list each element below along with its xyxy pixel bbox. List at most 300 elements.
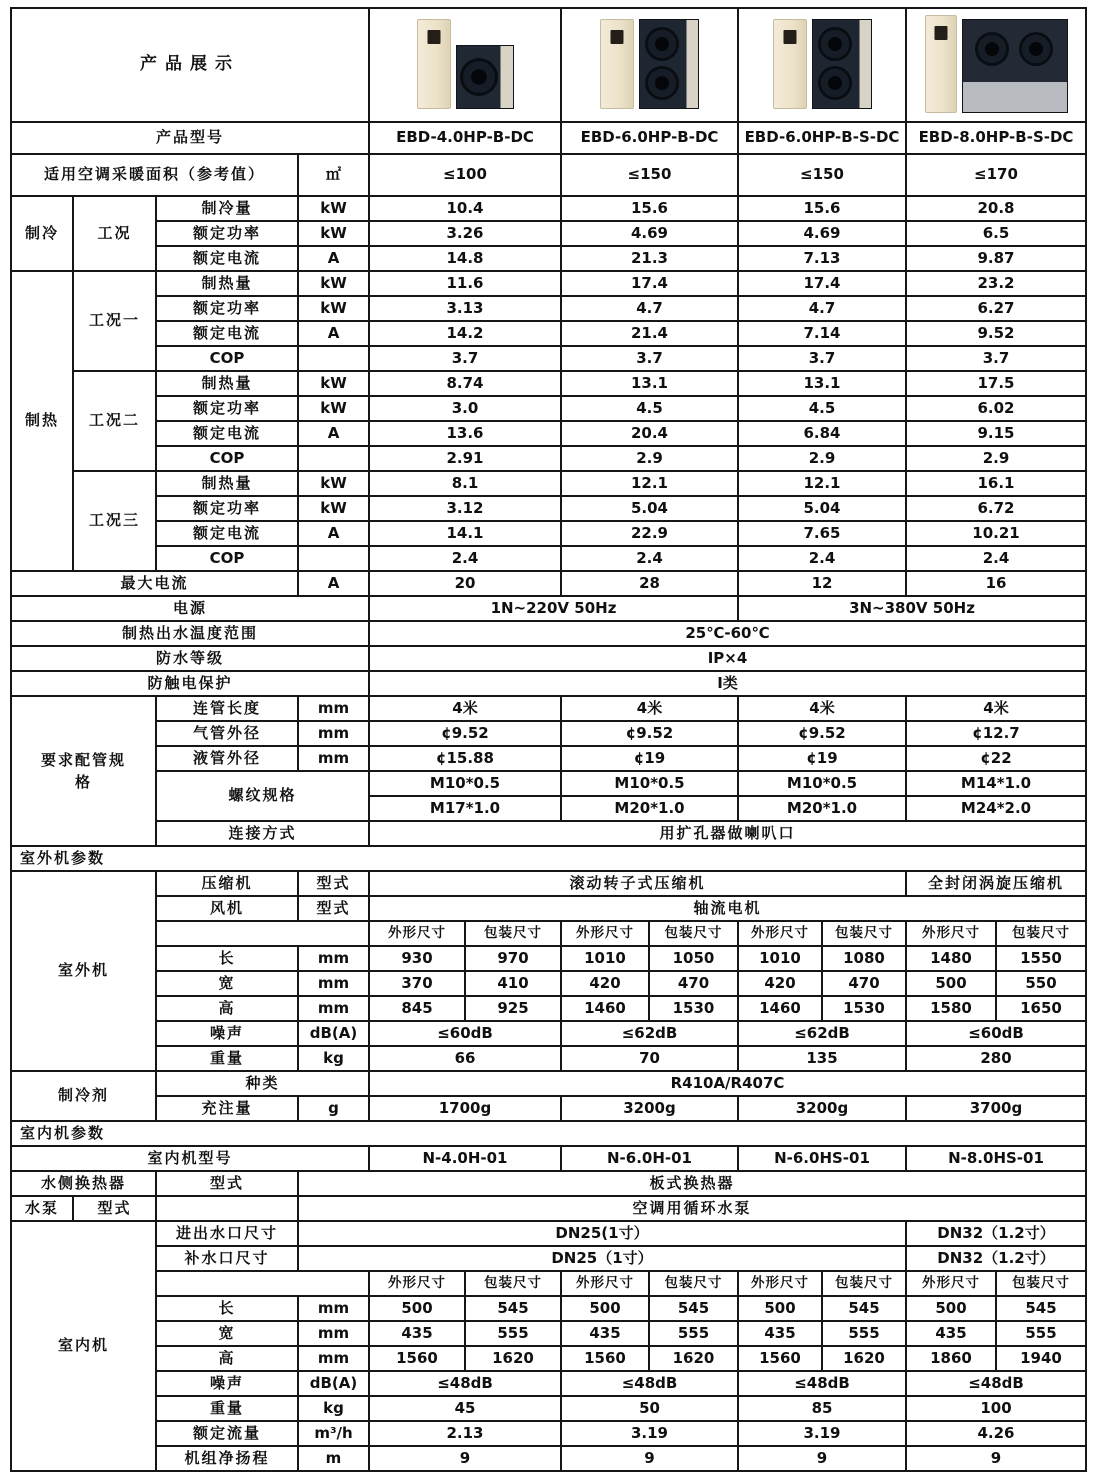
unit-label: mm — [298, 946, 369, 971]
indoor-model-4: N-8.0HS-01 — [906, 1146, 1086, 1171]
unit-label: kW — [298, 271, 369, 296]
spec-value: M10*0.5 — [738, 771, 906, 796]
spec-label: 额定功率 — [156, 396, 298, 421]
spec-label: 额定功率 — [156, 221, 298, 246]
spec-value: 1530 — [822, 996, 906, 1021]
indoor-model-1: N-4.0H-01 — [369, 1146, 561, 1171]
spec-value: 3200g — [561, 1096, 738, 1121]
spec-value: 10.4 — [369, 196, 561, 221]
unit-label: mm — [298, 1346, 369, 1371]
unit-label: kW — [298, 471, 369, 496]
fan-icon — [1019, 32, 1053, 66]
dim-header: 外形尺寸 — [906, 921, 996, 946]
spec-value: 970 — [465, 946, 561, 971]
makeup-size-label: 补水口尺寸 — [156, 1246, 298, 1271]
spec-value: 2.13 — [369, 1421, 561, 1446]
heating-row — [11, 546, 1086, 571]
spec-value: 12.1 — [561, 471, 738, 496]
heating-row — [11, 321, 1086, 346]
spec-value: 4米 — [561, 696, 738, 721]
spec-label: 额定功率 — [156, 496, 298, 521]
spec-value: M17*1.0 — [369, 796, 561, 821]
indoor-section-title: 室内机参数 — [11, 1121, 1086, 1146]
water-temp-row — [11, 621, 1086, 646]
spec-value: 545 — [649, 1296, 738, 1321]
piping-row — [11, 721, 1086, 746]
product-photo-4hp — [372, 16, 558, 114]
spec-value: ≤48dB — [906, 1371, 1086, 1396]
spec-value: 4米 — [738, 696, 906, 721]
spec-value: 4.7 — [738, 296, 906, 321]
spec-value: 1700g — [369, 1096, 561, 1121]
dim-header: 外形尺寸 — [369, 921, 465, 946]
spec-value: 2.4 — [906, 546, 1086, 571]
spec-value: ≤170 — [906, 154, 1086, 196]
spec-value: 420 — [738, 971, 822, 996]
max-current-row — [11, 571, 1086, 596]
spec-value: 2.9 — [738, 446, 906, 471]
product-model-3: EBD-6.0HP-B-S-DC — [738, 122, 906, 154]
spec-label: 气管外径 — [156, 721, 298, 746]
unit-label: A — [298, 321, 369, 346]
product-photo-8hp-s — [909, 12, 1083, 118]
fan-icon — [460, 58, 498, 96]
power-supply-380v: 3N~380V 50Hz — [738, 596, 1086, 621]
indoor-row — [11, 1246, 1086, 1271]
spec-value: 3.7 — [906, 346, 1086, 371]
indoor-model-3: N-6.0HS-01 — [738, 1146, 906, 1171]
spec-value: 1580 — [906, 996, 996, 1021]
spec-value: 845 — [369, 996, 465, 1021]
heating-row — [11, 296, 1086, 321]
indoor-model-row — [11, 1146, 1086, 1171]
waterproof-value: IP×4 — [369, 646, 1086, 671]
product-image-cell-1 — [369, 8, 561, 122]
spec-value: 4.7 — [561, 296, 738, 321]
spec-value: 21.3 — [561, 246, 738, 271]
heating-condition-3-label: 工况三 — [73, 471, 156, 571]
heating-row — [11, 346, 1086, 371]
spec-value: ¢9.52 — [369, 721, 561, 746]
outdoor-row — [11, 871, 1086, 896]
cooling-condition-label: 工况 — [73, 196, 156, 271]
spec-value: 410 — [465, 971, 561, 996]
heating-row — [11, 446, 1086, 471]
fan-icon — [975, 32, 1009, 66]
power-supply-220v: 1N~220V 50Hz — [369, 596, 738, 621]
spec-label: COP — [156, 446, 298, 471]
unit-label: A — [298, 521, 369, 546]
unit-label: kW — [298, 496, 369, 521]
piping-group-text: 要求配管规格 — [40, 750, 126, 791]
spec-value: 9.87 — [906, 246, 1086, 271]
unit-label: mm — [298, 996, 369, 1021]
spec-value: 3.7 — [738, 346, 906, 371]
spec-value: 500 — [561, 1296, 649, 1321]
spec-label: 制热量 — [156, 271, 298, 296]
spec-label: 制热量 — [156, 471, 298, 496]
refrigerant-kind-value: R410A/R407C — [369, 1071, 1086, 1096]
pump-row — [11, 1196, 1086, 1221]
spec-label: 噪声 — [156, 1021, 298, 1046]
spec-value: 6.72 — [906, 496, 1086, 521]
thread-spec-row — [11, 771, 1086, 796]
spec-label: 机组净扬程 — [156, 1446, 298, 1471]
unit-label: mm — [298, 1321, 369, 1346]
spec-value: 3.26 — [369, 221, 561, 246]
unit-label: kg — [298, 1046, 369, 1071]
spec-value: 100 — [906, 1396, 1086, 1421]
makeup-size-value: DN25（1寸） — [298, 1246, 906, 1271]
unit-label: kW — [298, 221, 369, 246]
outdoor-group-label: 室外机 — [11, 871, 156, 1071]
spec-value: 555 — [822, 1321, 906, 1346]
spec-value: 3.7 — [561, 346, 738, 371]
heating-condition-2-label: 工况二 — [73, 371, 156, 471]
dim-header: 包装尺寸 — [649, 921, 738, 946]
water-temp-label: 制热出水温度范围 — [11, 621, 369, 646]
makeup-size-value-large: DN32（1.2寸） — [906, 1246, 1086, 1271]
spec-value: 20.4 — [561, 421, 738, 446]
piping-group-label — [11, 696, 156, 846]
spec-value: 3.13 — [369, 296, 561, 321]
dim-header: 包装尺寸 — [996, 921, 1086, 946]
outdoor-section-title: 室外机参数 — [11, 846, 1086, 871]
spec-value: 1560 — [738, 1346, 822, 1371]
spec-value: 8.1 — [369, 471, 561, 496]
indoor-dim-row — [11, 1346, 1086, 1371]
pump-value: 空调用循环水泵 — [298, 1196, 1086, 1221]
spec-value: 7.13 — [738, 246, 906, 271]
inlet-size-value: DN25(1寸） — [298, 1221, 906, 1246]
fan-icon — [818, 66, 852, 100]
spec-value: 555 — [649, 1321, 738, 1346]
product-model-label: 产品型号 — [11, 122, 369, 154]
spec-value: 470 — [822, 971, 906, 996]
thread-spec-label: 螺纹规格 — [156, 771, 369, 821]
dim-header: 包装尺寸 — [822, 1271, 906, 1296]
product-photo-6hp-s — [741, 16, 903, 114]
outdoor-section-row — [11, 846, 1086, 871]
spec-value: 1620 — [649, 1346, 738, 1371]
indoor-model-label: 室内机型号 — [11, 1146, 369, 1171]
spec-value: 3.7 — [369, 346, 561, 371]
spec-value: 1010 — [561, 946, 649, 971]
empty-cell — [156, 921, 369, 946]
spec-value: 545 — [822, 1296, 906, 1321]
spec-value: 14.8 — [369, 246, 561, 271]
spec-value: 17.5 — [906, 371, 1086, 396]
spec-value: 435 — [906, 1321, 996, 1346]
spec-label: 长 — [156, 946, 298, 971]
spec-value: 370 — [369, 971, 465, 996]
outdoor-dim-header-row — [11, 921, 1086, 946]
spec-value: 7.14 — [738, 321, 906, 346]
charge-label: 充注量 — [156, 1096, 298, 1121]
fan-label: 风机 — [156, 896, 298, 921]
spec-value: 1550 — [996, 946, 1086, 971]
heating-row — [11, 496, 1086, 521]
spec-value: 1080 — [822, 946, 906, 971]
spec-value: 4.69 — [561, 221, 738, 246]
spec-value: 925 — [465, 996, 561, 1021]
outdoor-row — [11, 896, 1086, 921]
type-label: 型式 — [73, 1196, 156, 1221]
spec-value: 2.4 — [369, 546, 561, 571]
product-photo-6hp — [564, 16, 735, 114]
spec-label: 液管外径 — [156, 746, 298, 771]
spec-value: M10*0.5 — [561, 771, 738, 796]
spec-label: COP — [156, 346, 298, 371]
spec-value: 4米 — [906, 696, 1086, 721]
outdoor-dim-row — [11, 946, 1086, 971]
indoor-group-label: 室内机 — [11, 1221, 156, 1471]
product-model-2: EBD-6.0HP-B-DC — [561, 122, 738, 154]
indoor-weight-row — [11, 1396, 1086, 1421]
spec-label: 额定电流 — [156, 246, 298, 271]
spec-value: 555 — [996, 1321, 1086, 1346]
spec-label: 高 — [156, 996, 298, 1021]
outdoor-noise-row — [11, 1021, 1086, 1046]
spec-value: 9 — [738, 1446, 906, 1471]
shock-protection-value: I类 — [369, 671, 1086, 696]
spec-value: 555 — [465, 1321, 561, 1346]
inlet-size-value-large: DN32（1.2寸） — [906, 1221, 1086, 1246]
spec-value: 85 — [738, 1396, 906, 1421]
spec-value: 1010 — [738, 946, 822, 971]
water-hx-label: 水侧换热器 — [11, 1171, 156, 1196]
indoor-flow-row — [11, 1421, 1086, 1446]
spec-value: ≤48dB — [561, 1371, 738, 1396]
unit-label: mm — [298, 721, 369, 746]
connection-value: 用扩孔器做喇叭口 — [369, 821, 1086, 846]
spec-value: ≤48dB — [369, 1371, 561, 1396]
spec-value: 9 — [369, 1446, 561, 1471]
spec-value: 930 — [369, 946, 465, 971]
indoor-head-row — [11, 1446, 1086, 1471]
spec-value: 3.12 — [369, 496, 561, 521]
unit-label: A — [298, 246, 369, 271]
type-label: 型式 — [298, 871, 369, 896]
spec-value: 70 — [561, 1046, 738, 1071]
spec-value: 66 — [369, 1046, 561, 1071]
spec-value: 545 — [996, 1296, 1086, 1321]
spec-value: ≤48dB — [738, 1371, 906, 1396]
spec-value: 7.65 — [738, 521, 906, 546]
spec-value: 15.6 — [738, 196, 906, 221]
outdoor-unit-image — [456, 45, 514, 109]
spec-value: 13.1 — [738, 371, 906, 396]
unit-label: kW — [298, 396, 369, 421]
product-model-1: EBD-4.0HP-B-DC — [369, 122, 561, 154]
spec-value: 4.26 — [906, 1421, 1086, 1446]
spec-value: 500 — [906, 971, 996, 996]
spec-label: 噪声 — [156, 1371, 298, 1396]
heating-condition-1-label: 工况一 — [73, 271, 156, 371]
spec-value: 2.4 — [561, 546, 738, 571]
spec-value: 435 — [561, 1321, 649, 1346]
spec-value: 3.0 — [369, 396, 561, 421]
spec-value: 3200g — [738, 1096, 906, 1121]
spec-value: 15.6 — [561, 196, 738, 221]
outdoor-dim-row — [11, 996, 1086, 1021]
heating-row — [11, 371, 1086, 396]
spec-value: 545 — [465, 1296, 561, 1321]
spec-value: 20.8 — [906, 196, 1086, 221]
spec-value: 13.1 — [561, 371, 738, 396]
dim-header: 外形尺寸 — [738, 1271, 822, 1296]
dim-header: 包装尺寸 — [465, 921, 561, 946]
spec-value: 4米 — [369, 696, 561, 721]
spec-value: ≤100 — [369, 154, 561, 196]
unit-label: kW — [298, 296, 369, 321]
spec-value: ¢9.52 — [738, 721, 906, 746]
spec-label: COP — [156, 546, 298, 571]
spec-label: 额定电流 — [156, 321, 298, 346]
spec-value: M14*1.0 — [906, 771, 1086, 796]
spec-value: 13.6 — [369, 421, 561, 446]
indoor-tower-image — [417, 19, 451, 109]
spec-value: 8.74 — [369, 371, 561, 396]
product-model-4: EBD-8.0HP-B-S-DC — [906, 122, 1086, 154]
cooling-row — [11, 221, 1086, 246]
water-temp-value: 25℃-60℃ — [369, 621, 1086, 646]
spec-label: 额定电流 — [156, 421, 298, 446]
refrigerant-row — [11, 1096, 1086, 1121]
spec-value: M20*1.0 — [738, 796, 906, 821]
heating-group-label: 制热 — [11, 271, 73, 571]
spec-value: 1560 — [561, 1346, 649, 1371]
spec-value: M24*2.0 — [906, 796, 1086, 821]
spec-value: 6.02 — [906, 396, 1086, 421]
heating-row — [11, 421, 1086, 446]
dim-header: 包装尺寸 — [649, 1271, 738, 1296]
unit-label: dB(A) — [298, 1371, 369, 1396]
spec-value: 500 — [738, 1296, 822, 1321]
cooling-row — [11, 196, 1086, 221]
product-model-row — [11, 122, 1086, 154]
spec-value: ¢19 — [561, 746, 738, 771]
spec-value: ¢22 — [906, 746, 1086, 771]
spec-value: 1460 — [738, 996, 822, 1021]
spec-value: 1560 — [369, 1346, 465, 1371]
heating-row — [11, 396, 1086, 421]
spec-value: 5.04 — [738, 496, 906, 521]
spec-value: 9 — [906, 1446, 1086, 1471]
type-label: 型式 — [156, 1171, 298, 1196]
compressor-type-value: 滚动转子式压缩机 — [369, 871, 906, 896]
spec-value: 17.4 — [561, 271, 738, 296]
power-supply-label: 电源 — [11, 596, 369, 621]
spec-value: 280 — [906, 1046, 1086, 1071]
product-spec-table — [10, 7, 1087, 1472]
dim-header: 包装尺寸 — [465, 1271, 561, 1296]
spec-value: 16.1 — [906, 471, 1086, 496]
spec-value: M20*1.0 — [561, 796, 738, 821]
spec-value: 5.04 — [561, 496, 738, 521]
spec-value: 1530 — [649, 996, 738, 1021]
fan-type-value: 轴流电机 — [369, 896, 1086, 921]
heating-row — [11, 271, 1086, 296]
spec-value: ¢15.88 — [369, 746, 561, 771]
heating-area-label: 适用空调采暖面积（参考值） — [11, 154, 298, 196]
dim-header: 外形尺寸 — [906, 1271, 996, 1296]
piping-row — [11, 746, 1086, 771]
unit-label: kW — [298, 371, 369, 396]
spec-label: 宽 — [156, 1321, 298, 1346]
spec-value: 1050 — [649, 946, 738, 971]
spec-value: 500 — [906, 1296, 996, 1321]
product-image-cell-4 — [906, 8, 1086, 122]
refrigerant-group-label: 制冷剂 — [11, 1071, 156, 1121]
spec-label: 额定功率 — [156, 296, 298, 321]
empty-cell — [156, 1271, 369, 1296]
spec-value: ¢9.52 — [561, 721, 738, 746]
spec-value: ≤62dB — [561, 1021, 738, 1046]
spec-value: 50 — [561, 1396, 738, 1421]
spec-value: 2.91 — [369, 446, 561, 471]
spec-value: 6.84 — [738, 421, 906, 446]
product-image-cell-2 — [561, 8, 738, 122]
spec-value: ≤150 — [561, 154, 738, 196]
spec-value: 12 — [738, 571, 906, 596]
unit-label: mm — [298, 1296, 369, 1321]
spec-value: 3.19 — [738, 1421, 906, 1446]
spec-value: 16 — [906, 571, 1086, 596]
outdoor-unit-image — [962, 19, 1068, 113]
empty-cell — [156, 1196, 298, 1221]
connection-row — [11, 821, 1086, 846]
connection-label: 连接方式 — [156, 821, 369, 846]
spec-value: ≤60dB — [906, 1021, 1086, 1046]
spec-label: 连管长度 — [156, 696, 298, 721]
type-label: 型式 — [298, 896, 369, 921]
cooling-group-label: 制冷 — [11, 196, 73, 271]
spec-label: 高 — [156, 1346, 298, 1371]
spec-value: ≤62dB — [738, 1021, 906, 1046]
spec-value: 14.1 — [369, 521, 561, 546]
spec-value: 3700g — [906, 1096, 1086, 1121]
spec-value: M10*0.5 — [369, 771, 561, 796]
fan-icon — [645, 66, 679, 100]
cooling-row — [11, 246, 1086, 271]
refrigerant-kind-label: 种类 — [156, 1071, 369, 1096]
compressor-label: 压缩机 — [156, 871, 298, 896]
spec-value: 11.6 — [369, 271, 561, 296]
unit-label: ㎡ — [298, 154, 369, 196]
spec-value: ≤60dB — [369, 1021, 561, 1046]
spec-value: 1650 — [996, 996, 1086, 1021]
product-display-title: 产品展示 — [11, 8, 369, 122]
outdoor-unit-image — [639, 19, 699, 109]
spec-value: 470 — [649, 971, 738, 996]
max-current-label: 最大电流 — [11, 571, 298, 596]
unit-label — [298, 546, 369, 571]
spec-value: 45 — [369, 1396, 561, 1421]
product-image-cell-3 — [738, 8, 906, 122]
spec-value: 1940 — [996, 1346, 1086, 1371]
spec-label: 长 — [156, 1296, 298, 1321]
spec-value: 2.4 — [738, 546, 906, 571]
unit-label: mm — [298, 746, 369, 771]
unit-label: g — [298, 1096, 369, 1121]
compressor-type-value-scroll: 全封闭涡旋压缩机 — [906, 871, 1086, 896]
spec-label: 重量 — [156, 1046, 298, 1071]
spec-value: 4.69 — [738, 221, 906, 246]
unit-label — [298, 446, 369, 471]
spec-value: 2.9 — [906, 446, 1086, 471]
spec-label: 额定流量 — [156, 1421, 298, 1446]
